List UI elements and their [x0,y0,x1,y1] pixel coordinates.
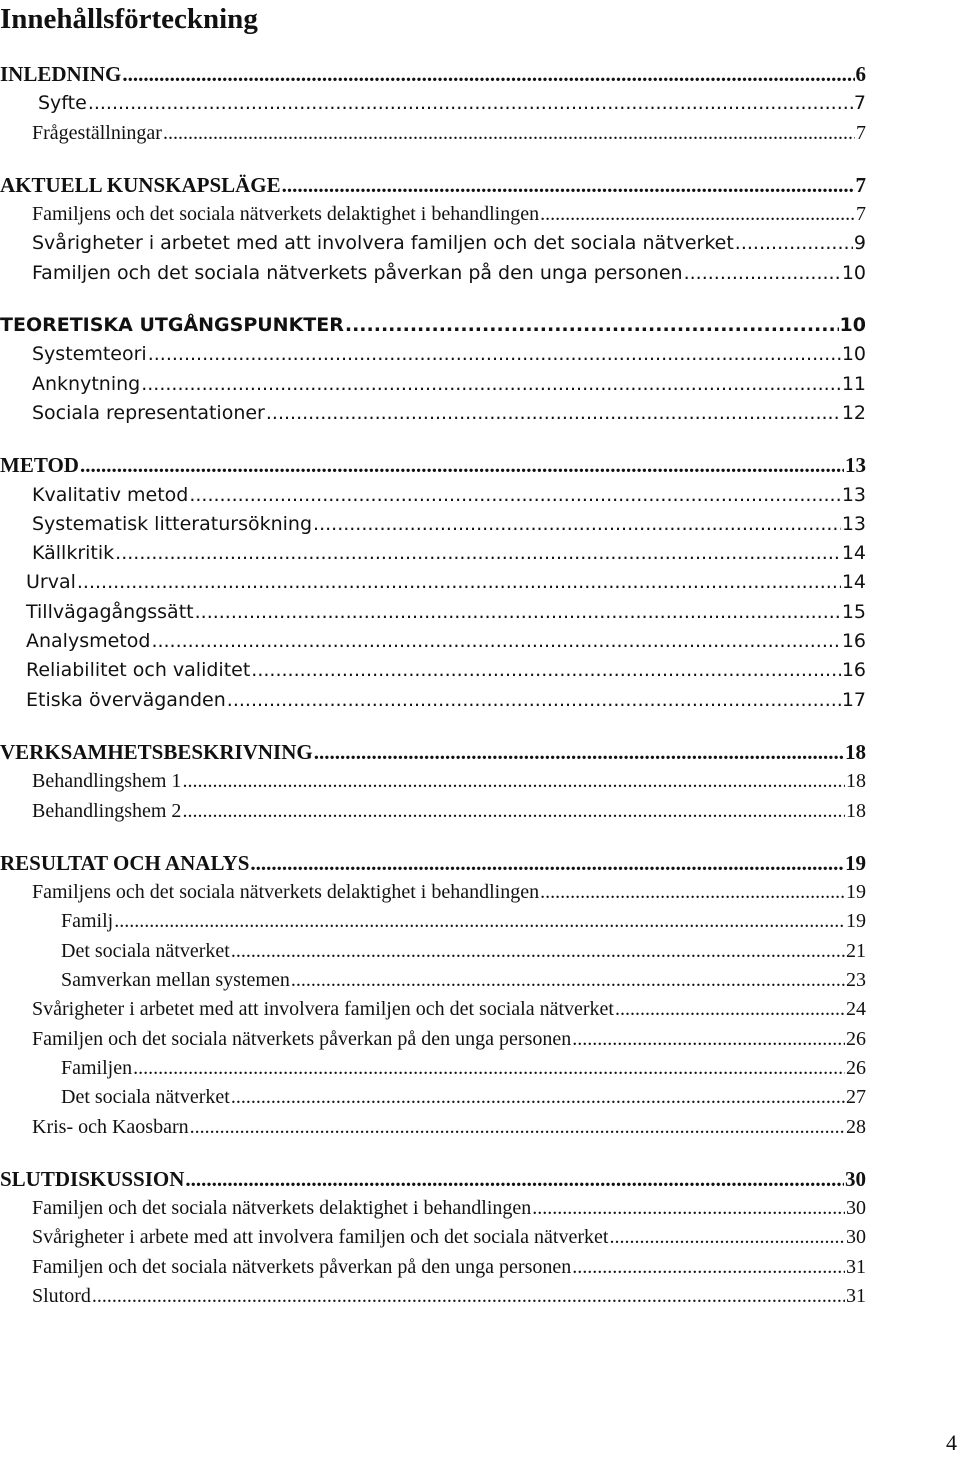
toc-entry-label: SLUTDISKUSSION [0,1166,185,1191]
toc-entry-label: INLEDNING [0,62,122,86]
toc-entry-label: Sociala representationer [32,401,265,424]
toc-entry-page: 7 [856,121,866,144]
toc-entry[interactable] [0,1223,866,1252]
dot-leader [122,60,854,89]
dot-leader [88,89,853,118]
dot-leader [250,849,844,878]
toc-entry[interactable] [0,767,866,796]
toc-entry[interactable] [0,656,866,685]
toc-entry[interactable] [0,229,866,258]
toc-entry[interactable] [0,627,866,656]
toc-entry[interactable] [0,1054,866,1083]
toc-entry-label: Familjens och det sociala nätverkets delaktighet i behandlingen [32,881,540,904]
toc-entry-page: 7 [856,203,866,226]
toc-entry[interactable] [0,451,866,480]
toc-entry[interactable] [0,995,866,1024]
toc-entry-page: 7 [853,92,866,115]
toc-entry-page: 26 [846,1056,866,1079]
toc-entry-page: 18 [846,770,866,793]
toc-entry[interactable] [0,259,866,288]
toc-entry-page: 19 [846,910,866,933]
dot-leader [615,995,845,1024]
toc-entry-label: Svårigheter i arbete med att involvera familjen och det sociala nätverket [32,1226,609,1249]
toc-entry-page: 31 [846,1284,866,1307]
toc-entry[interactable] [0,119,866,148]
dot-leader [77,568,841,597]
toc-entry-page: 13 [841,512,866,535]
table-of-contents [0,60,866,1311]
toc-entry[interactable] [0,370,866,399]
dot-leader [291,966,845,995]
dot-leader [609,1223,845,1252]
toc-entry[interactable] [0,89,866,118]
toc-entry-label: Slutord [32,1284,91,1307]
toc-entry[interactable] [0,568,866,597]
toc-entry-label: AKTUELL KUNSKAPSLÄGE [0,172,281,197]
toc-entry-label: Systematisk litteratursökning [32,512,313,535]
toc-entry[interactable] [0,539,866,568]
toc-entry-page: 13 [841,483,866,506]
toc-entry-page: 6 [855,62,866,86]
toc-entry-page: 13 [845,453,866,478]
toc-entry-page: 14 [841,571,866,594]
dot-leader [532,1194,845,1223]
toc-entry-label: Behandlingshem 1 [32,770,182,793]
toc-entry[interactable] [0,686,866,715]
toc-entry-page: 17 [841,688,866,711]
toc-entry-page: 16 [841,630,866,653]
dot-leader [189,481,840,510]
toc-entry-page: 10 [841,343,866,366]
toc-entry[interactable] [0,171,866,200]
toc-entry-label: Svårigheter i arbetet med att involvera familjen och det sociala nätverket [32,232,734,255]
toc-entry[interactable] [0,340,866,369]
toc-entry-page: 15 [841,600,866,623]
toc-entry[interactable] [0,797,866,826]
dot-leader [133,1054,845,1083]
toc-entry-label: Tillvägagångssätt [26,600,194,623]
dot-leader [80,451,844,480]
dot-leader [266,399,841,428]
toc-entry-label: Anknytning [32,372,141,395]
dot-leader [345,311,839,340]
toc-entry-page: 28 [846,1115,866,1138]
dot-leader [227,686,841,715]
toc-entry-label: Samverkan mellan systemen [61,969,290,992]
toc-entry-label: RESULTAT OCH ANALYS [0,850,250,875]
dot-leader [572,1025,845,1054]
toc-entry[interactable] [0,481,866,510]
toc-entry-label: Urval [26,571,76,594]
page-title: Innehållsförteckning [0,3,258,35]
toc-entry-label: Syfte [38,92,87,115]
dot-leader [231,1083,845,1112]
toc-entry[interactable] [0,1253,866,1282]
toc-entry[interactable] [0,598,866,627]
toc-entry-label: METOD [0,453,79,478]
dot-leader [163,119,855,148]
toc-entry-label: Etiska överväganden [26,688,226,711]
toc-entry-label: Frågeställningar [32,121,162,144]
dot-leader [182,797,845,826]
toc-entry-page: 31 [846,1255,866,1278]
toc-entry[interactable] [0,311,866,340]
toc-entry[interactable] [0,878,866,907]
toc-entry-page: 30 [845,1166,866,1191]
toc-entry-page: 10 [839,314,866,337]
toc-entry[interactable] [0,849,866,878]
toc-entry-page: 30 [846,1226,866,1249]
dot-leader [185,1165,844,1194]
dot-leader [190,1113,845,1142]
toc-entry-page: 19 [845,850,866,875]
dot-leader [114,907,845,936]
dot-leader [572,1253,845,1282]
dot-leader [314,738,844,767]
toc-entry-page: 14 [841,542,866,565]
toc-entry[interactable] [0,1083,866,1112]
toc-entry-page: 16 [841,659,866,682]
toc-entry-page: 18 [846,799,866,822]
toc-entry-label: Familjen och det sociala nätverkets påverkan på den unga personen [32,1255,572,1278]
dot-leader [195,598,841,627]
toc-entry-label: Kvalitativ metod [32,483,189,506]
toc-entry-label: Familjen och det sociala nätverkets påverkan på den unga personen [32,1027,572,1050]
toc-entry[interactable] [0,1282,866,1311]
toc-entry-label: Källkritik [32,542,115,565]
toc-entry-label: Systemteori [32,343,147,366]
toc-entry-label: Familjens och det sociala nätverkets delaktighet i behandlingen [32,203,540,226]
toc-entry-label: Svårigheter i arbetet med att involvera familjen och det sociala nätverket [32,998,614,1021]
toc-entry[interactable] [0,1113,866,1142]
toc-entry[interactable] [0,966,866,995]
toc-entry-page: 27 [846,1086,866,1109]
dot-leader [684,259,841,288]
toc-entry-page: 24 [846,998,866,1021]
dot-leader [182,767,845,796]
toc-entry[interactable] [0,1194,866,1223]
toc-entry[interactable] [0,907,866,936]
dot-leader [540,200,855,229]
dot-leader [92,1282,845,1311]
dot-leader [231,937,845,966]
toc-entry-page: 18 [845,739,866,764]
dot-leader [313,510,841,539]
dot-leader [151,627,840,656]
toc-entry-page: 11 [841,372,866,395]
toc-entry-label: Familjen och det sociala nätverkets delaktighet i behandlingen [32,1197,532,1220]
dot-leader [282,171,855,200]
toc-entry-label: Det sociala nätverket [61,939,230,962]
toc-entry-label: Det sociala nätverket [61,1086,230,1109]
dot-leader [141,370,841,399]
toc-entry[interactable] [0,1025,866,1054]
toc-entry[interactable] [0,937,866,966]
toc-entry-page: 23 [846,969,866,992]
toc-entry-page: 7 [855,172,866,197]
toc-entry-page: 9 [853,232,866,255]
toc-entry-page: 21 [846,939,866,962]
toc-entry[interactable] [0,1165,866,1194]
dot-leader [148,340,841,369]
toc-entry-page: 30 [846,1197,866,1220]
toc-entry-label: VERKSAMHETSBESKRIVNING [0,739,313,764]
toc-entry-label: Behandlingshem 2 [32,799,182,822]
dot-leader [735,229,853,258]
toc-entry-label: Kris- och Kaosbarn [32,1115,189,1138]
toc-entry-label: Familjen [61,1056,133,1079]
toc-entry-label: Familj [61,910,114,933]
page-number: 4 [946,1430,957,1455]
toc-entry-page: 10 [841,261,866,284]
toc-entry-page: 19 [846,881,866,904]
dot-leader [251,656,841,685]
toc-entry-label: Analysmetod [26,630,151,653]
toc-entry[interactable] [0,399,866,428]
toc-entry[interactable] [0,60,866,89]
toc-entry-label: Familjen och det sociala nätverkets påverkan på den unga personen [32,261,683,284]
toc-entry-label: Reliabilitet och validitet [26,659,251,682]
toc-entry[interactable] [0,510,866,539]
toc-entry[interactable] [0,200,866,229]
toc-entry-label: TEORETISKA UTGÅNGSPUNKTER [0,314,344,337]
toc-entry-page: 26 [846,1027,866,1050]
toc-entry-page: 12 [841,401,866,424]
dot-leader [540,878,845,907]
dot-leader [115,539,841,568]
toc-entry[interactable] [0,738,866,767]
